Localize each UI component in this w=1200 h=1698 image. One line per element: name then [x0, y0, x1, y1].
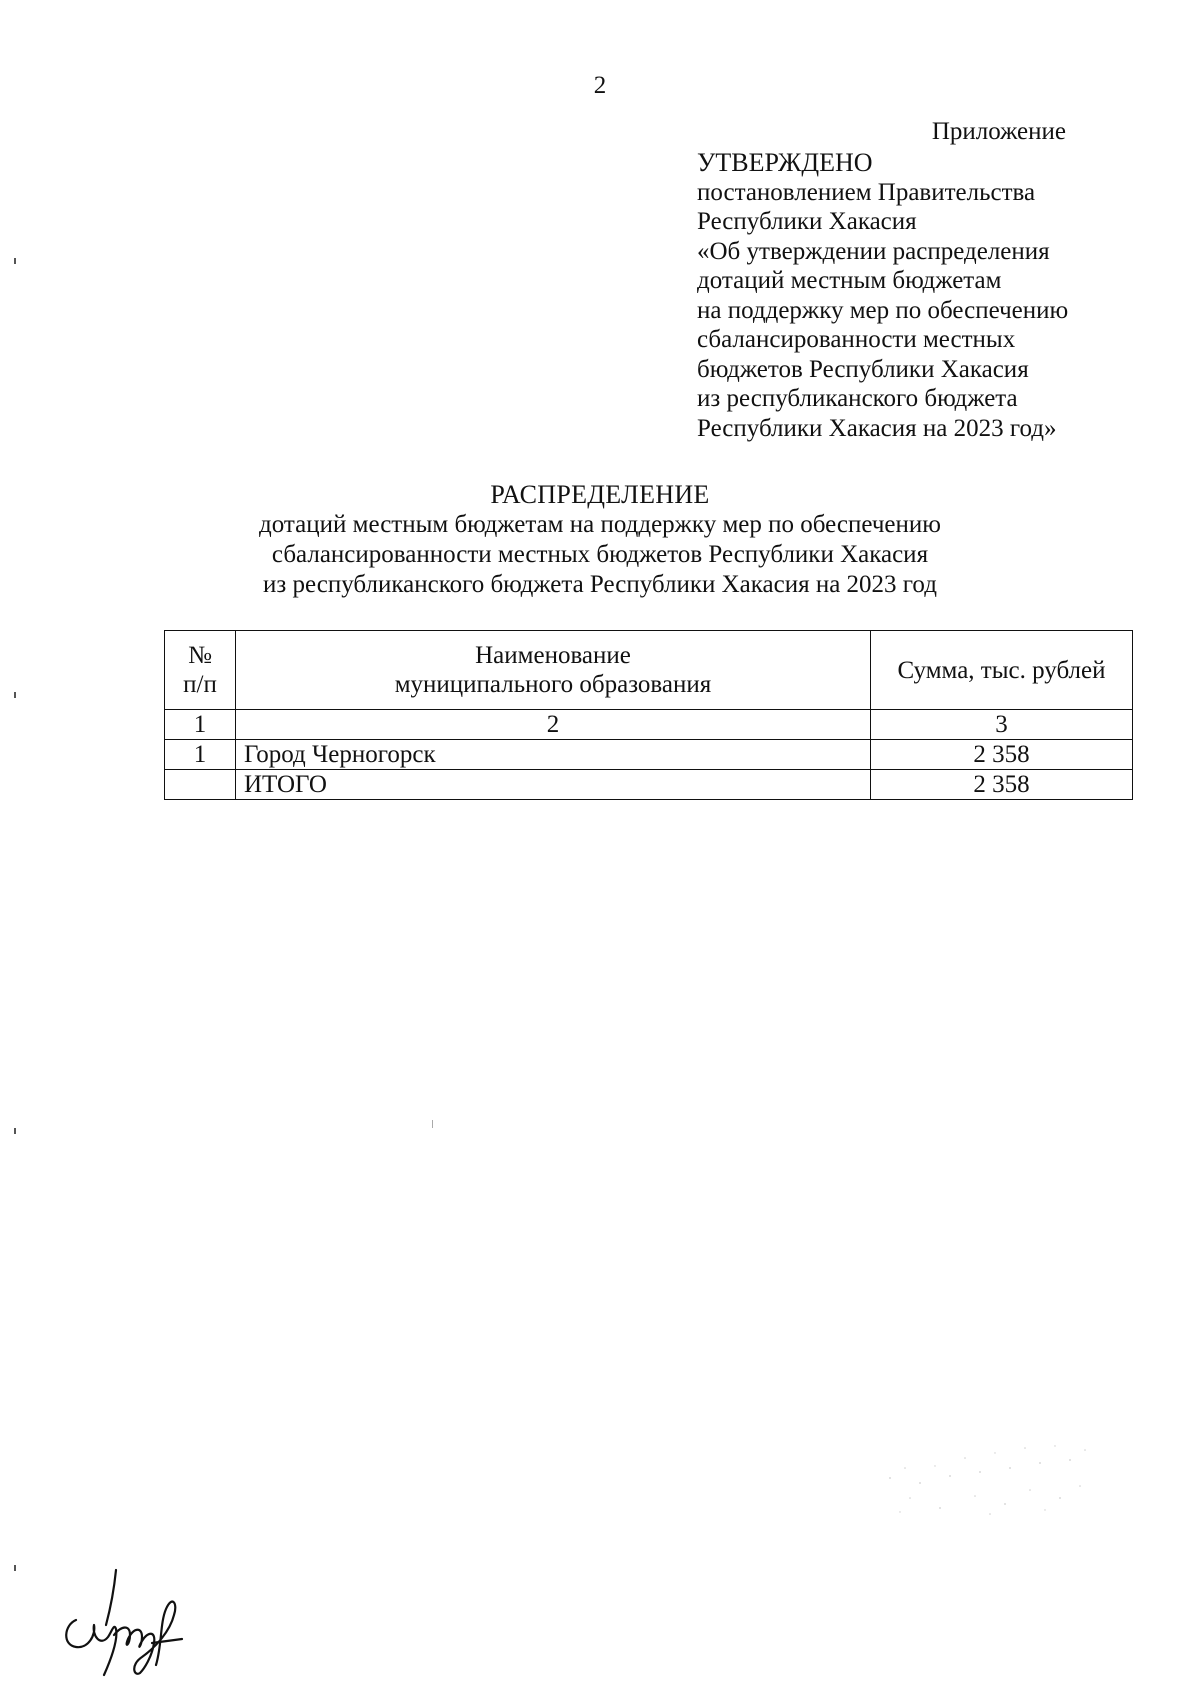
header-number [165, 631, 236, 710]
approval-line: «Об утверждении распределения [697, 237, 1050, 265]
signature [56, 1565, 216, 1685]
row-number: 1 [165, 740, 236, 770]
document-title: РАСПРЕДЕЛЕНИЕ [490, 480, 710, 509]
scan-noise [880, 1438, 1100, 1518]
approval-line: дотаций местным бюджетам [697, 267, 1002, 294]
column-number: 1 [165, 710, 236, 740]
header-municipality-line1: Наименование [475, 642, 631, 669]
approval-block [697, 148, 1068, 443]
column-number: 3 [871, 710, 1133, 740]
document-subtitle-line: дотаций местным бюджетам на поддержку мер по обеспечению [259, 511, 941, 538]
document-subtitle-line: сбалансированности местных бюджетов Республики Хакасия [271, 541, 929, 568]
row-municipality: Город Черногорск [236, 740, 871, 770]
document-title-block [0, 480, 1200, 600]
row-sum: 2 358 [871, 740, 1133, 770]
header-sum: Сумма, тыс. рублей [871, 631, 1133, 710]
total-row [165, 770, 1133, 800]
approval-heading: УТВЕРЖДЕНО [697, 148, 873, 177]
distribution-table [164, 630, 1133, 800]
header-municipality [236, 631, 871, 710]
scan-mark [14, 1128, 16, 1134]
header-number-abbrev: п/п [183, 671, 217, 698]
column-number: 2 [236, 710, 871, 740]
header-municipality-line2: муниципального образования [394, 671, 712, 698]
appendix-label: Приложение [931, 118, 1066, 145]
scan-mark [432, 1120, 433, 1128]
page-number: 2 [593, 72, 607, 99]
approval-line: Республики Хакасия на 2023 год» [697, 414, 1057, 442]
header-number-symbol: № [188, 642, 212, 669]
total-label: ИТОГО [236, 770, 871, 800]
column-number-row [165, 710, 1133, 740]
approval-line: Республики Хакасия [697, 208, 917, 235]
approval-line: сбалансированности местных [697, 326, 1016, 353]
approval-line: из республиканского бюджета [697, 385, 1018, 412]
table-header-row [165, 631, 1133, 710]
scan-mark [14, 1565, 16, 1571]
approval-line: бюджетов Республики Хакасия [697, 355, 1029, 383]
table-row [165, 740, 1133, 770]
total-sum: 2 358 [871, 770, 1133, 800]
approval-line: постановлением Правительства [697, 178, 1036, 206]
document-subtitle-line: из республиканского бюджета Республики Хакасия на 2023 год [263, 571, 937, 598]
approval-line: на поддержку мер по обеспечению [697, 296, 1069, 324]
total-number [165, 770, 236, 800]
scan-mark [14, 258, 16, 264]
scan-mark [14, 692, 16, 698]
